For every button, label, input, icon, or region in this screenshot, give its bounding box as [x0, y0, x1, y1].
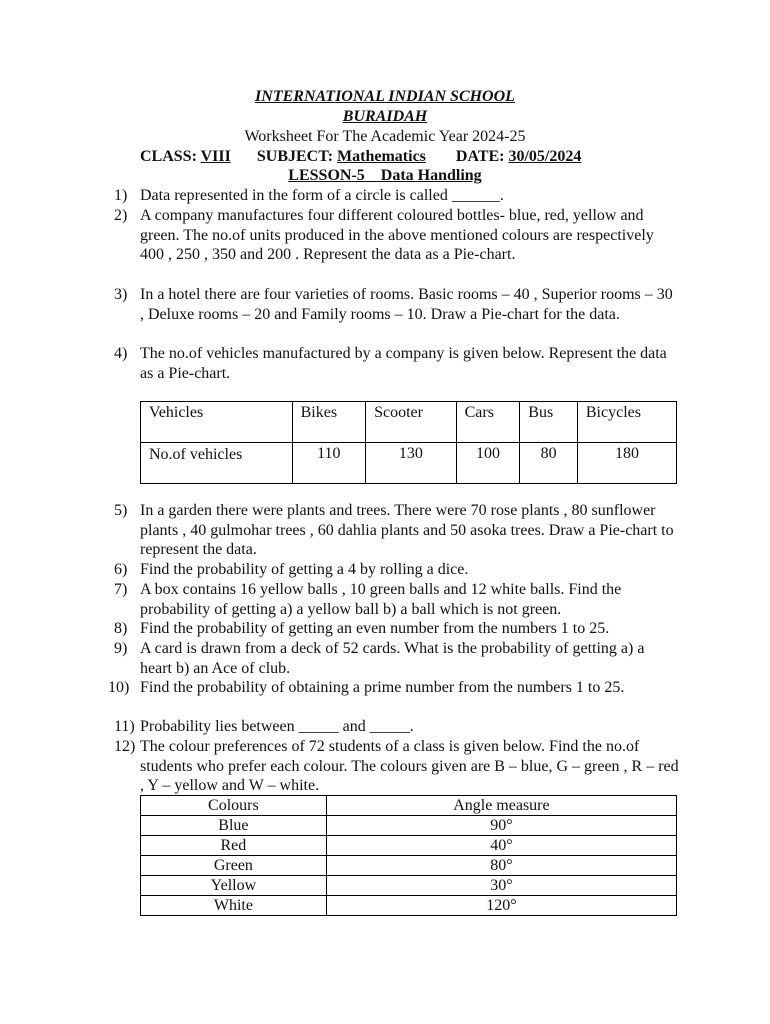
school-name: INTERNATIONAL INDIAN SCHOOL [255, 88, 515, 105]
table-cell: 130 [366, 443, 457, 484]
table-cell: 40° [326, 836, 676, 856]
question-number: 5) [114, 502, 128, 519]
subject-value: Mathematics [337, 148, 426, 165]
question-text: In a garden there were plants and trees. There were 70 rose plants , 80 sunflower plants , 40 gulmohar trees , 60 dahlia plants and 50 asoka trees. Draw a Pie-chart to represent the data. [140, 502, 674, 559]
table-header-cell: Cars [456, 402, 520, 443]
question-10 [108, 678, 679, 698]
question-text: Data represented in the form of a circle is called ______. [140, 187, 504, 204]
question-text: The colour preferences of 72 students of a class is given below. Find the no.of students who prefer each colour. The colours given are B – blue, G – green , R – red , Y – yellow and W – white. [140, 738, 679, 795]
colours-table [140, 795, 677, 916]
school-city: BURAIDAH [342, 108, 428, 125]
question-text: The no.of vehicles manufactured by a company is given below. Represent the data as a Pie-chart. [140, 345, 667, 382]
table-cell: White [141, 896, 327, 916]
question-text: In a hotel there are four varieties of rooms. Basic rooms – 40 , Superior rooms – 30 , Deluxe rooms – 20 and Family rooms – 10. Draw a Pie-chart for the data. [140, 286, 673, 323]
table-header-cell: Bicycles [577, 402, 676, 443]
table-header-cell: Bikes [292, 402, 365, 443]
question-number: 9) [114, 640, 128, 657]
table-row [141, 896, 677, 916]
worksheet-year: Worksheet For The Academic Year 2024-25 [244, 128, 526, 145]
subject-label: SUBJECT: [256, 148, 334, 165]
question-text: Find the probability of getting an even number from the numbers 1 to 25. [140, 620, 610, 637]
table-row [141, 443, 677, 484]
question-text: Find the probability of getting a 4 by rolling a dice. [140, 561, 469, 578]
question-number: 6) [114, 561, 128, 578]
question-number: 11) [114, 718, 135, 735]
question-text: Probability lies between _____ and _____. [140, 718, 414, 735]
table-row [141, 402, 677, 443]
question-number: 1) [114, 187, 128, 204]
table-header-cell: Bus [520, 402, 578, 443]
question-6 [114, 560, 679, 580]
table-row [141, 816, 677, 836]
table-row [141, 876, 677, 896]
table-cell: 110 [292, 443, 365, 484]
table-cell: 120° [326, 896, 676, 916]
question-number: 12) [114, 738, 136, 755]
class-subject-date-line [140, 148, 581, 166]
table-cell: 80 [520, 443, 578, 484]
table-header-cell: Angle measure [326, 796, 676, 816]
table-row [141, 856, 677, 876]
question-3 [114, 285, 679, 324]
question-8 [114, 619, 679, 639]
table-row-label: No.of vehicles [141, 443, 293, 484]
question-11 [114, 717, 679, 737]
class-value: VIII [200, 148, 231, 165]
date-value: 30/05/2024 [508, 148, 582, 165]
table-cell: 180 [577, 443, 676, 484]
question-5 [114, 501, 679, 560]
table-cell: 30° [326, 876, 676, 896]
question-1 [114, 186, 679, 206]
vehicles-table [140, 401, 677, 484]
question-text: A company manufactures four different coloured bottles- blue, red, yellow and green. The no.of units produced in the above mentioned colours are respectively 400 , 250 , 350 and 200 . Represent the data as a Pie-chart. [140, 207, 654, 264]
table-header-cell: Scooter [366, 402, 457, 443]
question-number: 7) [114, 581, 128, 598]
class-label: CLASS: [140, 148, 197, 165]
table-cell: Green [141, 856, 327, 876]
question-7 [114, 580, 679, 619]
question-9 [114, 639, 679, 678]
date-label: DATE: [455, 148, 505, 165]
question-text: A card is drawn from a deck of 52 cards. What is the probability of getting a) a heart b) an Ace of club. [140, 640, 645, 677]
question-number: 3) [114, 286, 128, 303]
question-4 [114, 344, 679, 383]
question-text: Find the probability of obtaining a prime number from the numbers 1 to 25. [140, 679, 625, 696]
lesson-title: LESSON-5 Data Handling [288, 167, 482, 184]
table-header-cell: Colours [141, 796, 327, 816]
question-number: 10) [108, 679, 130, 696]
question-text: A box contains 16 yellow balls , 10 green balls and 12 white balls. Find the probability of getting a) a yellow ball b) a ball which is not green. [140, 581, 622, 618]
question-number: 2) [114, 207, 128, 224]
table-cell: Blue [141, 816, 327, 836]
table-row [141, 796, 677, 816]
table-row [141, 836, 677, 856]
question-12 [114, 737, 679, 796]
table-cell: 90° [326, 816, 676, 836]
table-header-cell: Vehicles [141, 402, 293, 443]
question-number: 8) [114, 620, 128, 637]
table-cell: 80° [326, 856, 676, 876]
question-2 [114, 206, 679, 265]
table-cell: 100 [456, 443, 520, 484]
table-cell: Red [141, 836, 327, 856]
question-number: 4) [114, 345, 128, 362]
table-cell: Yellow [141, 876, 327, 896]
